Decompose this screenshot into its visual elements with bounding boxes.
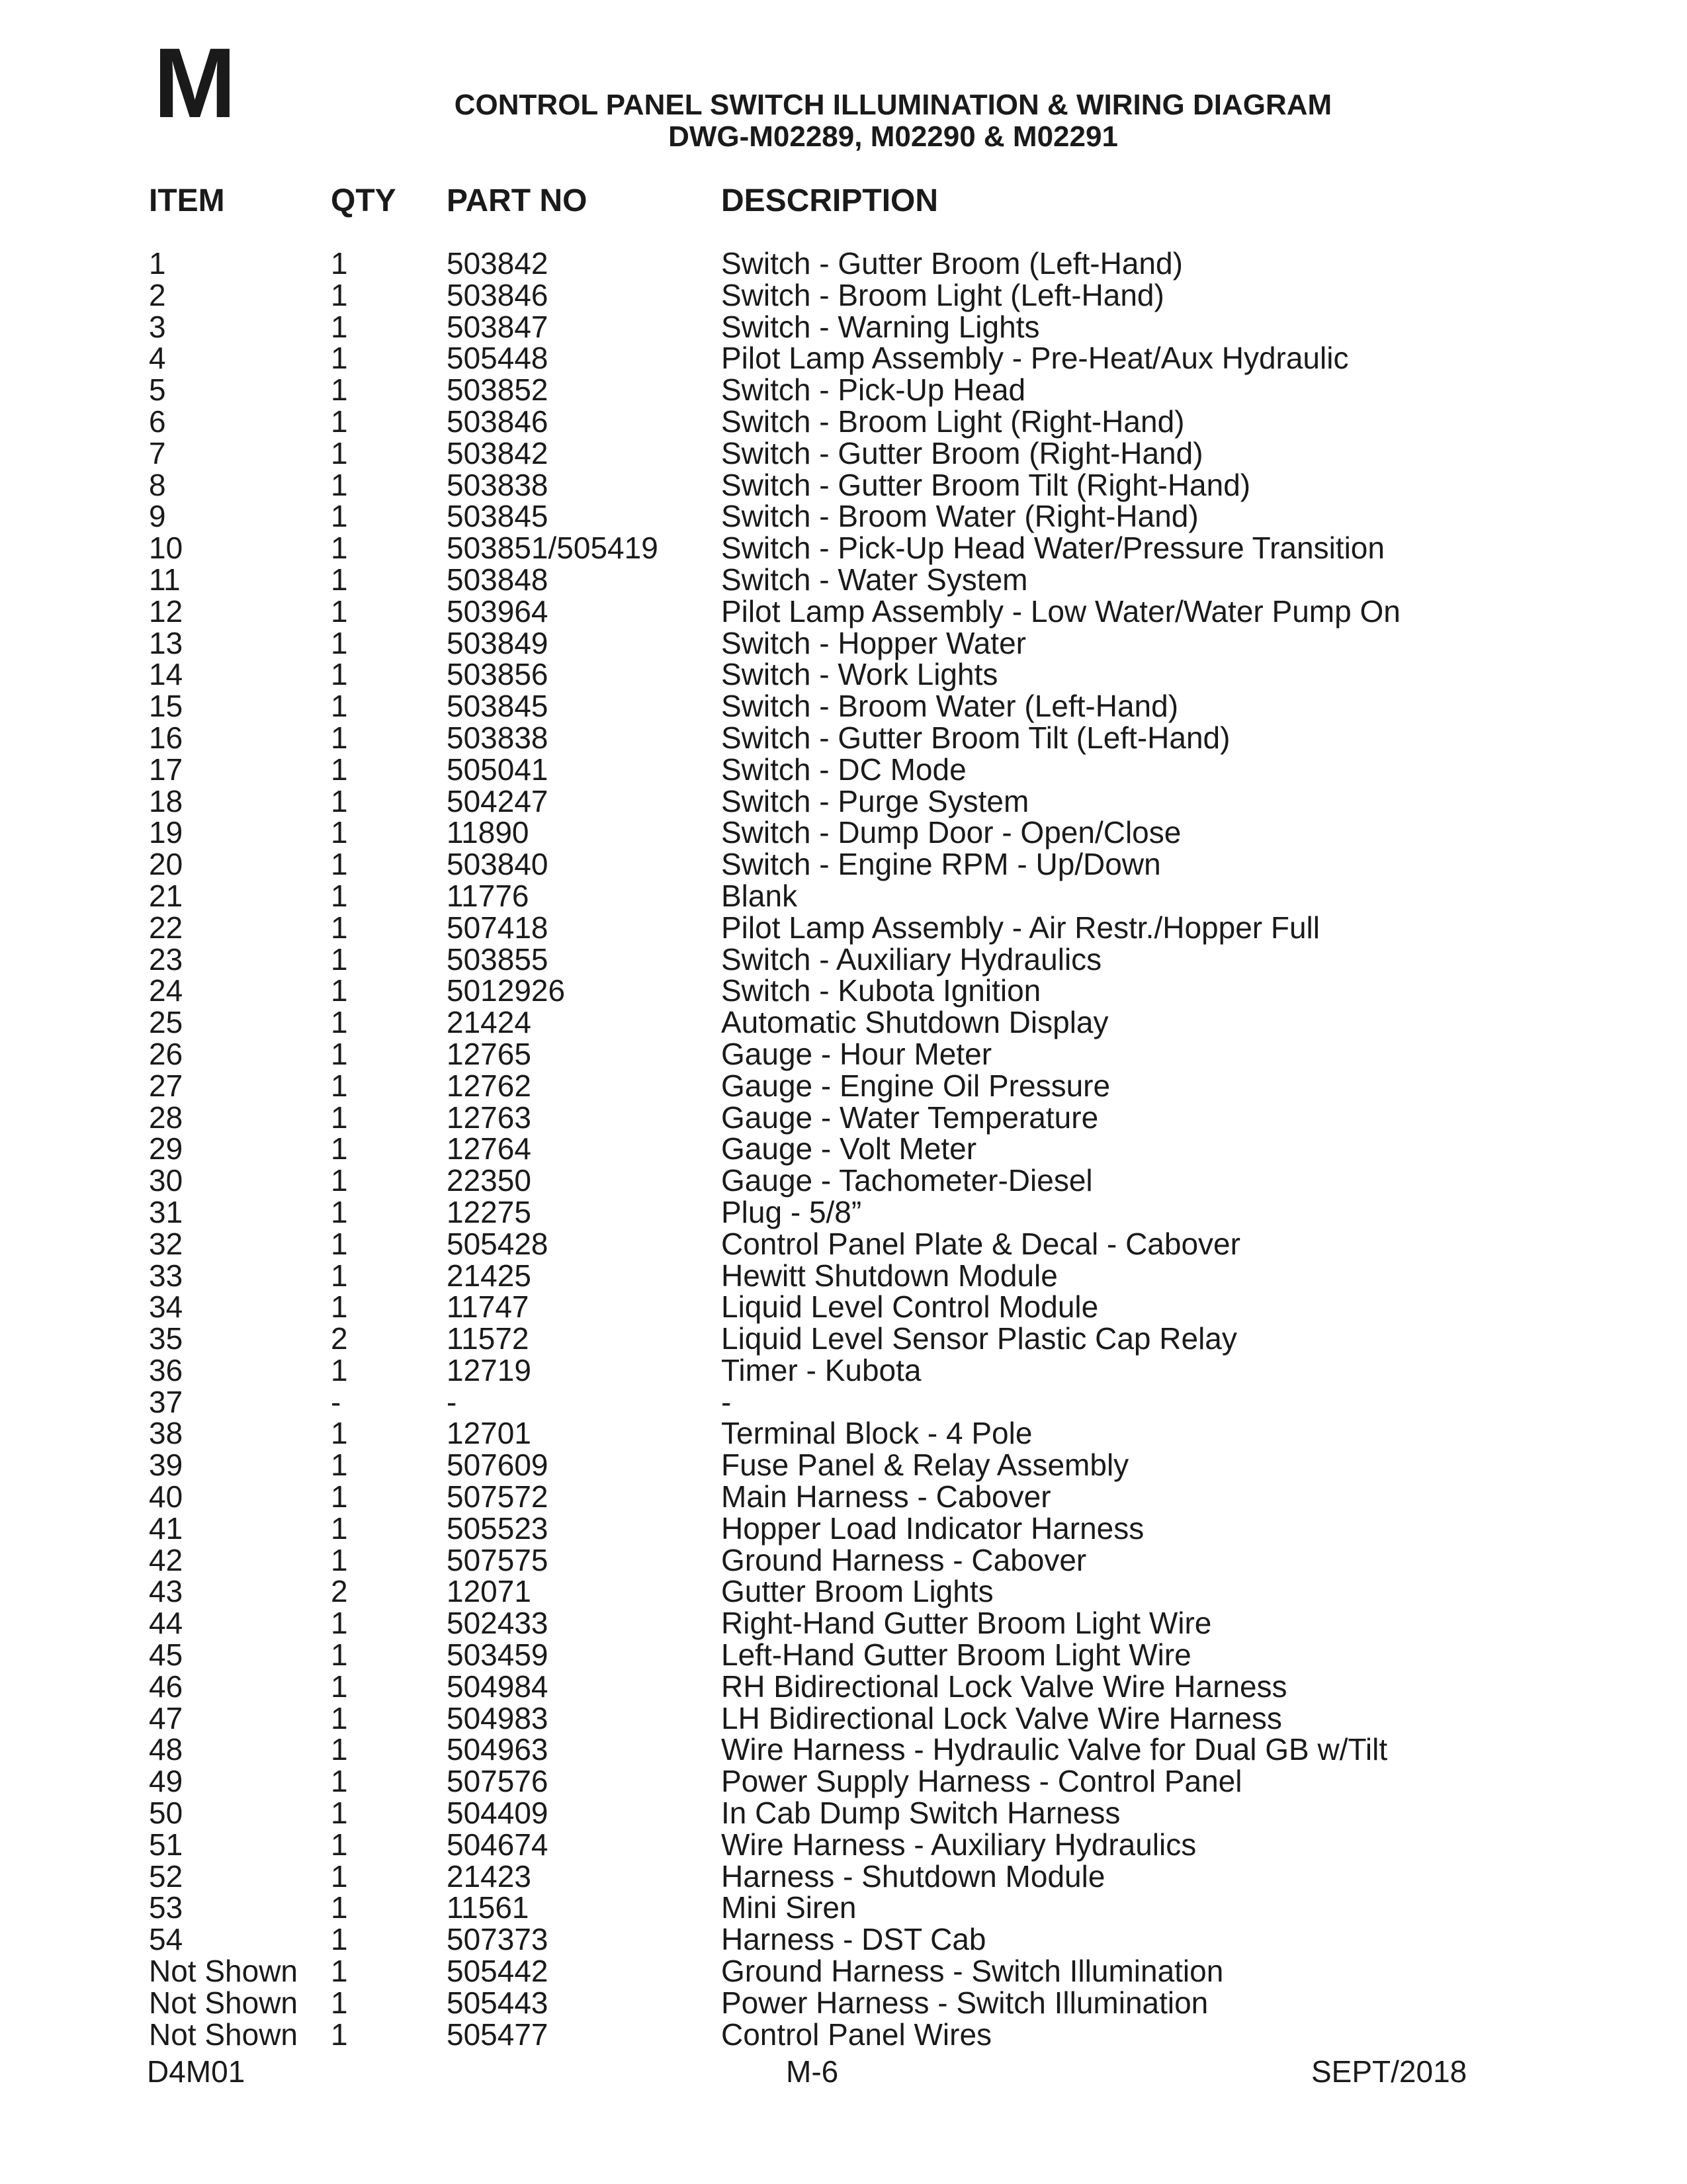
item-cell: 10 — [149, 531, 183, 566]
description-cell: Power Supply Harness - Control Panel — [721, 1764, 1242, 1799]
part-no-cell: 504963 — [447, 1732, 548, 1767]
table-row — [0, 912, 1687, 944]
description-cell: Ground Harness - Cabover — [721, 1542, 1087, 1577]
part-no-cell: 503845 — [447, 499, 548, 534]
item-cell: 12 — [149, 593, 183, 629]
table-row — [0, 533, 1687, 564]
table-row — [0, 849, 1687, 881]
table-row — [0, 1194, 1687, 1229]
doc-code: D4M01 — [147, 2054, 245, 2089]
item-cell: 32 — [149, 1226, 183, 1261]
qty-cell: 1 — [331, 277, 348, 312]
qty-cell: 1 — [331, 499, 348, 534]
qty-cell: 1 — [331, 531, 348, 566]
item-cell: 19 — [149, 815, 183, 850]
part-no-cell: 505448 — [447, 341, 548, 376]
description-cell: Right-Hand Gutter Broom Light Wire — [721, 1606, 1212, 1641]
part-no-cell: 12763 — [447, 1100, 531, 1135]
description-cell: Gauge - Hour Meter — [721, 1036, 992, 1071]
description-cell: Control Panel Wires — [721, 2017, 992, 2052]
qty-cell: 1 — [331, 341, 348, 376]
part-no-cell: 11561 — [447, 1890, 529, 1925]
table-row — [0, 1766, 1687, 1798]
item-cell: 21 — [149, 878, 183, 913]
table-row — [0, 1892, 1687, 1924]
description-cell: - — [721, 1384, 732, 1419]
description-cell: Switch - Broom Light (Right-Hand) — [721, 404, 1185, 439]
qty-cell: 1 — [331, 1638, 348, 1673]
item-cell: 34 — [149, 1289, 183, 1325]
part-no-cell: 504247 — [447, 783, 548, 818]
table-row — [0, 1102, 1687, 1134]
item-cell: 1 — [149, 246, 166, 281]
qty-cell: 1 — [331, 1985, 348, 2020]
item-cell: 28 — [149, 1100, 183, 1135]
description-cell: Main Harness - Cabover — [721, 1479, 1051, 1514]
table-row — [0, 1418, 1687, 1450]
table-row — [0, 817, 1687, 849]
description-cell: Automatic Shutdown Display — [721, 1005, 1109, 1040]
description-cell: Gauge - Tachometer-Diesel — [721, 1163, 1093, 1198]
part-no-cell: 502433 — [447, 1606, 548, 1641]
table-row — [0, 975, 1687, 1007]
description-cell: Switch - Water System — [721, 562, 1028, 597]
item-cell: 30 — [149, 1163, 183, 1198]
part-no-cell: 507373 — [447, 1922, 548, 1957]
description-cell: Hopper Load Indicator Harness — [721, 1510, 1145, 1546]
item-cell: 6 — [149, 404, 166, 439]
part-no-cell: 505442 — [447, 1954, 548, 1989]
qty-cell: 1 — [331, 593, 348, 629]
qty-cell: 1 — [331, 1764, 348, 1799]
item-cell: 17 — [149, 752, 183, 787]
header-item: ITEM — [149, 183, 225, 218]
table-row — [0, 1007, 1687, 1039]
description-cell: Switch - Pick-Up Head — [721, 372, 1026, 408]
description-cell: Harness - DST Cab — [721, 1922, 986, 1957]
item-cell: 5 — [149, 372, 166, 408]
table-row — [0, 1542, 1687, 1577]
description-cell: Pilot Lamp Assembly - Pre-Heat/Aux Hydraulic — [721, 341, 1349, 376]
part-no-cell: 503842 — [447, 246, 548, 281]
part-no-cell: 503846 — [447, 277, 548, 312]
part-no-cell: 503852 — [447, 372, 548, 408]
table-row — [0, 941, 1687, 977]
item-cell: 7 — [149, 435, 166, 470]
qty-cell: 1 — [331, 1226, 348, 1261]
part-no-cell: 503459 — [447, 1638, 548, 1673]
description-cell: Blank — [721, 878, 798, 913]
qty-cell: 1 — [331, 1827, 348, 1862]
description-cell: Switch - Purge System — [721, 783, 1029, 818]
qty-cell: 1 — [331, 657, 348, 692]
qty-cell: 2 — [331, 1321, 348, 1356]
table-row — [0, 1036, 1687, 1071]
part-no-cell: 503838 — [447, 467, 548, 502]
part-no-cell: 504984 — [447, 1669, 548, 1704]
part-no-cell: 504983 — [447, 1700, 548, 1735]
part-no-cell: 503851/505419 — [447, 531, 658, 566]
part-no-cell: 507418 — [447, 910, 548, 945]
qty-cell: 1 — [331, 1669, 348, 1704]
part-no-cell: 503846 — [447, 404, 548, 439]
qty-cell: 1 — [331, 1005, 348, 1040]
item-cell: 53 — [149, 1890, 183, 1925]
description-cell: Switch - DC Mode — [721, 752, 967, 787]
qty-cell: 1 — [331, 1542, 348, 1577]
qty-cell: 1 — [331, 783, 348, 818]
item-cell: 24 — [149, 973, 183, 1008]
part-no-cell: 507576 — [447, 1764, 548, 1799]
qty-cell: 1 — [331, 1036, 348, 1071]
description-cell: Plug - 5/8” — [721, 1194, 862, 1229]
table-row — [0, 374, 1687, 406]
table-row — [0, 783, 1687, 818]
qty-cell: 1 — [331, 1289, 348, 1325]
table-row — [0, 1924, 1687, 1956]
table-row — [0, 1510, 1687, 1546]
item-cell: 23 — [149, 941, 183, 977]
qty-cell: 1 — [331, 1100, 348, 1135]
part-no-cell: 503849 — [447, 625, 548, 660]
item-cell: 2 — [149, 277, 166, 312]
qty-cell: 1 — [331, 562, 348, 597]
qty-cell: 1 — [331, 1700, 348, 1735]
table-row — [0, 593, 1687, 629]
description-cell: RH Bidirectional Lock Valve Wire Harness — [721, 1669, 1287, 1704]
part-no-cell: 12719 — [447, 1352, 531, 1387]
qty-cell: 1 — [331, 1448, 348, 1483]
part-no-cell: 11747 — [447, 1289, 529, 1325]
qty-cell: 1 — [331, 1194, 348, 1229]
part-no-cell: 12764 — [447, 1131, 531, 1166]
table-row — [0, 277, 1687, 312]
description-cell: Wire Harness - Auxiliary Hydraulics — [721, 1827, 1197, 1862]
part-no-cell: 503964 — [447, 593, 548, 629]
table-row — [0, 1260, 1687, 1292]
qty-cell: 1 — [331, 815, 348, 850]
description-cell: Switch - Gutter Broom (Left-Hand) — [721, 246, 1183, 281]
part-no-cell: 503838 — [447, 720, 548, 755]
item-cell: 14 — [149, 657, 183, 692]
part-no-cell: 12765 — [447, 1036, 531, 1071]
table-row — [0, 1323, 1687, 1355]
item-cell: 37 — [149, 1384, 183, 1419]
description-cell: LH Bidirectional Lock Valve Wire Harness — [721, 1700, 1282, 1735]
qty-cell: 1 — [331, 1510, 348, 1546]
table-row — [0, 1608, 1687, 1639]
item-cell: Not Shown — [149, 1954, 298, 1989]
item-cell: 40 — [149, 1479, 183, 1514]
qty-cell: 1 — [331, 1796, 348, 1831]
qty-cell: 1 — [331, 1258, 348, 1293]
qty-cell: - — [331, 1384, 341, 1419]
description-cell: Pilot Lamp Assembly - Air Restr./Hopper Full — [721, 910, 1320, 945]
table-row — [0, 1133, 1687, 1165]
item-cell: 38 — [149, 1416, 183, 1451]
qty-cell: 1 — [331, 1163, 348, 1198]
item-cell: 47 — [149, 1700, 183, 1735]
description-cell: Switch - Broom Water (Left-Hand) — [721, 689, 1179, 724]
table-row — [0, 1165, 1687, 1197]
description-cell: Harness - Shutdown Module — [721, 1858, 1105, 1894]
part-no-cell: 11776 — [447, 878, 529, 913]
qty-cell: 1 — [331, 1606, 348, 1641]
item-cell: 35 — [149, 1321, 183, 1356]
item-cell: 18 — [149, 783, 183, 818]
qty-cell: 2 — [331, 1574, 348, 1609]
description-cell: Gauge - Engine Oil Pressure — [721, 1068, 1111, 1103]
table-row — [0, 501, 1687, 533]
description-cell: Power Harness - Switch Illumination — [721, 1985, 1209, 2020]
description-cell: Control Panel Plate & Decal - Cabover — [721, 1226, 1240, 1261]
qty-cell: 1 — [331, 467, 348, 502]
item-cell: 36 — [149, 1352, 183, 1387]
table-row — [0, 1226, 1687, 1261]
table-row — [0, 1987, 1687, 2019]
item-cell: 45 — [149, 1638, 183, 1673]
table-row — [0, 754, 1687, 786]
header-part-no: PART NO — [447, 183, 587, 218]
item-cell: 50 — [149, 1796, 183, 1831]
part-no-cell: 12701 — [447, 1416, 531, 1451]
description-cell: Switch - Warning Lights — [721, 309, 1040, 344]
revision-date: SEPT/2018 — [1311, 2054, 1467, 2089]
description-cell: In Cab Dump Switch Harness — [721, 1796, 1121, 1831]
item-cell: 22 — [149, 910, 183, 945]
qty-cell: 1 — [331, 1890, 348, 1925]
table-row — [0, 343, 1687, 374]
table-row — [0, 467, 1687, 502]
item-cell: 39 — [149, 1448, 183, 1483]
table-row — [0, 625, 1687, 660]
part-no-cell: 505443 — [447, 1985, 548, 2020]
part-no-cell: 505523 — [447, 1510, 548, 1546]
table-row — [0, 564, 1687, 596]
description-cell: Switch - Auxiliary Hydraulics — [721, 941, 1102, 977]
qty-cell: 1 — [331, 847, 348, 882]
table-row — [0, 1070, 1687, 1102]
part-no-cell: 12071 — [447, 1574, 531, 1609]
qty-cell: 1 — [331, 941, 348, 977]
qty-cell: 1 — [331, 1858, 348, 1894]
description-cell: Switch - Gutter Broom (Right-Hand) — [721, 435, 1203, 470]
part-no-cell: 505477 — [447, 2017, 548, 2052]
item-cell: 48 — [149, 1732, 183, 1767]
table-row — [0, 1384, 1687, 1419]
qty-cell: 1 — [331, 878, 348, 913]
qty-cell: 1 — [331, 1068, 348, 1103]
description-cell: Liquid Level Control Module — [721, 1289, 1099, 1325]
item-cell: 29 — [149, 1131, 183, 1166]
description-cell: Left-Hand Gutter Broom Light Wire — [721, 1638, 1191, 1673]
description-cell: Hewitt Shutdown Module — [721, 1258, 1058, 1293]
part-no-cell: 21423 — [447, 1858, 531, 1894]
item-cell: 25 — [149, 1005, 183, 1040]
table-row — [0, 1639, 1687, 1671]
header-qty: QTY — [331, 183, 396, 218]
item-cell: 33 — [149, 1258, 183, 1293]
item-cell: 51 — [149, 1827, 183, 1862]
qty-cell: 1 — [331, 1922, 348, 1957]
part-no-cell: 503855 — [447, 941, 548, 977]
description-cell: Liquid Level Sensor Plastic Cap Relay — [721, 1321, 1237, 1356]
table-row — [0, 722, 1687, 754]
drawing-reference: DWG-M02289, M02290 & M02291 — [668, 120, 1118, 153]
qty-cell: 1 — [331, 1131, 348, 1166]
item-cell: 31 — [149, 1194, 183, 1229]
item-cell: 27 — [149, 1068, 183, 1103]
description-cell: Switch - Hopper Water — [721, 625, 1026, 660]
item-cell: 15 — [149, 689, 183, 724]
table-row — [0, 435, 1687, 470]
description-cell: Pilot Lamp Assembly - Low Water/Water Pump On — [721, 593, 1401, 629]
part-no-cell: 504674 — [447, 1827, 548, 1862]
table-row — [0, 1352, 1687, 1387]
header-description: DESCRIPTION — [721, 183, 939, 218]
item-cell: 42 — [149, 1542, 183, 1577]
part-no-cell: 503848 — [447, 562, 548, 597]
table-row — [0, 659, 1687, 691]
item-cell: 16 — [149, 720, 183, 755]
item-cell: Not Shown — [149, 2017, 298, 2052]
description-cell: Gauge - Water Temperature — [721, 1100, 1099, 1135]
part-no-cell: 504409 — [447, 1796, 548, 1831]
item-cell: 11 — [149, 562, 181, 597]
table-row — [0, 1450, 1687, 1481]
part-no-cell: 5012926 — [447, 973, 566, 1008]
part-no-cell: 21425 — [447, 1258, 531, 1293]
description-cell: Terminal Block - 4 Pole — [721, 1416, 1033, 1451]
part-no-cell: 507575 — [447, 1542, 548, 1577]
item-cell: 3 — [149, 309, 166, 344]
qty-cell: 1 — [331, 752, 348, 787]
part-no-cell: 12762 — [447, 1068, 531, 1103]
table-row — [0, 691, 1687, 722]
item-cell: 46 — [149, 1669, 183, 1704]
item-cell: 44 — [149, 1606, 183, 1641]
qty-cell: 1 — [331, 2017, 348, 2052]
description-cell: Wire Harness - Hydraulic Valve for Dual GB w/Tilt — [721, 1732, 1388, 1767]
qty-cell: 1 — [331, 1954, 348, 1989]
description-cell: Switch - Pick-Up Head Water/Pressure Transition — [721, 531, 1385, 566]
qty-cell: 1 — [331, 309, 348, 344]
table-row — [0, 878, 1687, 913]
item-cell: 43 — [149, 1574, 183, 1609]
item-cell: 41 — [149, 1510, 183, 1546]
part-no-cell: 505041 — [447, 752, 548, 787]
part-no-cell: 12275 — [447, 1194, 531, 1229]
table-row — [0, 1671, 1687, 1703]
table-row — [0, 1481, 1687, 1513]
description-cell: Switch - Broom Water (Right-Hand) — [721, 499, 1199, 534]
item-cell: Not Shown — [149, 1985, 298, 2020]
part-no-cell: 11572 — [447, 1321, 529, 1356]
parts-list — [0, 248, 1687, 2050]
page-title: CONTROL PANEL SWITCH ILLUMINATION & WIRING DIAGRAM — [454, 89, 1332, 121]
description-cell: Switch - Work Lights — [721, 657, 998, 692]
item-cell: 4 — [149, 341, 166, 376]
table-row — [0, 1829, 1687, 1861]
part-no-cell: 21424 — [447, 1005, 531, 1040]
section-letter: M — [153, 27, 234, 138]
description-cell: Gutter Broom Lights — [721, 1574, 994, 1609]
table-row — [0, 1798, 1687, 1829]
description-cell: Switch - Dump Door - Open/Close — [721, 815, 1182, 850]
item-cell: 49 — [149, 1764, 183, 1799]
table-row — [0, 309, 1687, 344]
description-cell: Switch - Broom Light (Left-Hand) — [721, 277, 1164, 312]
qty-cell: 1 — [331, 1416, 348, 1451]
qty-cell: 1 — [331, 1479, 348, 1514]
table-row — [0, 1700, 1687, 1735]
qty-cell: 1 — [331, 720, 348, 755]
table-row — [0, 406, 1687, 438]
part-no-cell: 503847 — [447, 309, 548, 344]
table-row — [0, 1734, 1687, 1766]
description-cell: Switch - Gutter Broom Tilt (Right-Hand) — [721, 467, 1251, 502]
qty-cell: 1 — [331, 625, 348, 660]
description-cell: Switch - Kubota Ignition — [721, 973, 1041, 1008]
item-cell: 26 — [149, 1036, 183, 1071]
table-row — [0, 1576, 1687, 1608]
item-cell: 20 — [149, 847, 183, 882]
part-no-cell: 22350 — [447, 1163, 531, 1198]
part-no-cell: 503842 — [447, 435, 548, 470]
part-no-cell: 503856 — [447, 657, 548, 692]
item-cell: 52 — [149, 1858, 183, 1894]
description-cell: Ground Harness - Switch Illumination — [721, 1954, 1224, 1989]
part-no-cell: 503845 — [447, 689, 548, 724]
qty-cell: 1 — [331, 246, 348, 281]
qty-cell: 1 — [331, 372, 348, 408]
item-cell: 13 — [149, 625, 183, 660]
description-cell: Fuse Panel & Relay Assembly — [721, 1448, 1129, 1483]
item-cell: 54 — [149, 1922, 183, 1957]
qty-cell: 1 — [331, 689, 348, 724]
part-no-cell: 507572 — [447, 1479, 548, 1514]
qty-cell: 1 — [331, 1732, 348, 1767]
table-row — [0, 1858, 1687, 1894]
qty-cell: 1 — [331, 435, 348, 470]
description-cell: Gauge - Volt Meter — [721, 1131, 977, 1166]
table-row — [0, 2019, 1687, 2051]
qty-cell: 1 — [331, 910, 348, 945]
table-row — [0, 248, 1687, 280]
part-no-cell: 503840 — [447, 847, 548, 882]
qty-cell: 1 — [331, 1352, 348, 1387]
part-no-cell: 507609 — [447, 1448, 548, 1483]
item-cell: 9 — [149, 499, 166, 534]
part-no-cell: 11890 — [447, 815, 529, 850]
table-row — [0, 1291, 1687, 1323]
part-no-cell: - — [447, 1384, 457, 1419]
item-cell: 8 — [149, 467, 166, 502]
qty-cell: 1 — [331, 404, 348, 439]
description-cell: Switch - Gutter Broom Tilt (Left-Hand) — [721, 720, 1231, 755]
part-no-cell: 505428 — [447, 1226, 548, 1261]
description-cell: Mini Siren — [721, 1890, 857, 1925]
page-number: M-6 — [786, 2054, 839, 2089]
description-cell: Switch - Engine RPM - Up/Down — [721, 847, 1161, 882]
table-row — [0, 1956, 1687, 1987]
qty-cell: 1 — [331, 973, 348, 1008]
description-cell: Timer - Kubota — [721, 1352, 922, 1387]
